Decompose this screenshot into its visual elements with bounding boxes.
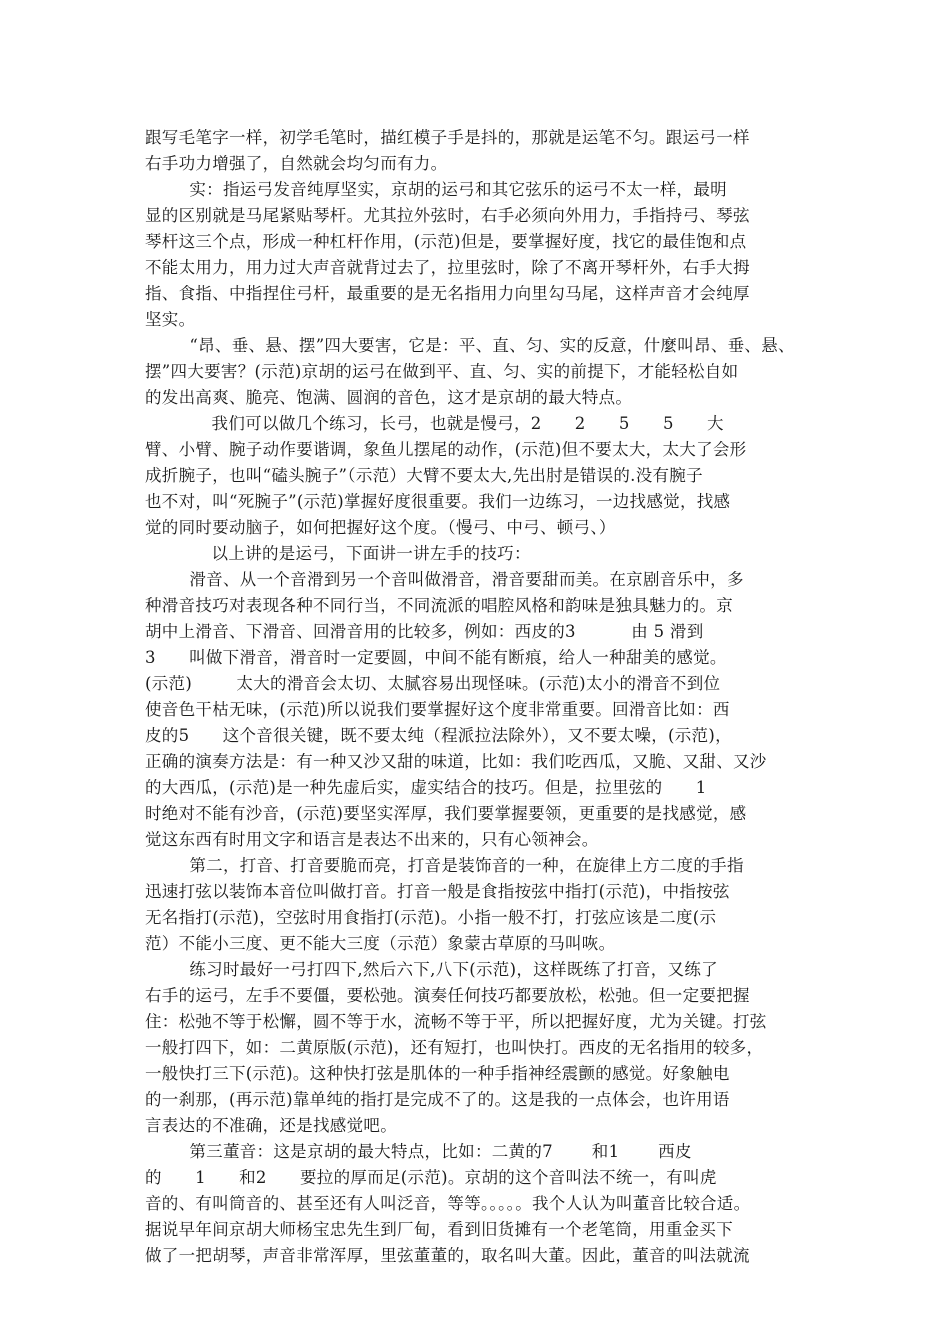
text-line: 我们可以做几个练习，长弓，也就是慢弓，2 2 5 5 大 <box>145 414 724 433</box>
text-line: 时绝对不能有沙音，(示范)要坚实浑厚，我们要掌握要领，更重要的是找感觉，感 <box>145 804 747 823</box>
text-line: 觉这东西有时用文字和语言是表达不出来的，只有心领神会。 <box>145 830 599 849</box>
text-line: 成折腕子，也叫“磕头腕子”（示范）大臂不要太大,先出肘是错误的.没有腕子 <box>145 466 703 485</box>
text-line: 迅速打弦以装饰本音位叫做打音。打音一般是食指按弦中指打(示范)，中指按弦 <box>145 882 730 901</box>
text-line: 无名指打(示范)，空弦时用食指打(示范)。小指一般不打，打弦应该是二度(示 <box>145 908 717 927</box>
text-line: 第三董音：这是京胡的最大特点，比如：二黄的7 和1 西皮 <box>145 1142 692 1161</box>
text-line: 做了一把胡琴，声音非常浑厚，里弦董董的，取名叫大董。因此，董音的叫法就流 <box>145 1246 750 1265</box>
text-line: 言表达的不准确，还是找感觉吧。 <box>145 1116 397 1135</box>
text-line: 实：指运弓发音纯厚坚实，京胡的运弓和其它弦乐的运弓不太一样，最明 <box>145 180 727 199</box>
text-line: 胡中上滑音、下滑音、回滑音用的比较多，例如：西皮的3 由 5 滑到 <box>145 622 704 641</box>
text-line: 使音色干枯无味，(示范)所以说我们要掌握好这个度非常重要。回滑音比如：西 <box>145 700 730 719</box>
text-line: 种滑音技巧对表现各种不同行当，不同流派的唱腔风格和韵味是独具魅力的。京 <box>145 596 733 615</box>
text-line: 3 叫做下滑音，滑音时一定要圆，中间不能有断痕，给人一种甜美的感觉。 <box>145 648 727 667</box>
text-line: 指、食指、中指捏住弓杆，最重要的是无名指用力向里勾马尾，这样声音才会纯厚 <box>145 284 750 303</box>
text-line: 滑音、从一个音滑到另一个音叫做滑音，滑音要甜而美。在京剧音乐中，多 <box>145 570 744 589</box>
text-line: 不能太用力，用力过大声音就背过去了，拉里弦时，除了不离开琴杆外，右手大拇 <box>145 258 750 277</box>
text-line: 据说早年间京胡大师杨宝忠先生到厂甸，看到旧货摊有一个老笔筒，用重金买下 <box>145 1220 733 1239</box>
text-line: 琴杆这三个点，形成一种杠杆作用，(示范)但是，要掌握好度，找它的最佳饱和点 <box>145 232 747 251</box>
text-line: (示范) 太大的滑音会太切、太腻容易出现怪味。(示范)太小的滑音不到位 <box>145 674 721 693</box>
text-line: 一般打四下，如：二黄原版(示范)，还有短打，也叫快打。西皮的无名指用的较多， <box>145 1038 764 1057</box>
text-line: 显的区别就是马尾紧贴琴杆。尤其拉外弦时，右手必须向外用力，手指持弓、琴弦 <box>145 206 750 225</box>
text-line: 跟写毛笔字一样，初学毛笔时，描红模子手是抖的，那就是运笔不匀。跟运弓一样 <box>145 128 750 147</box>
text-line: 的发出高爽、脆亮、饱满、圆润的音色，这才是京胡的最大特点。 <box>145 388 633 407</box>
text-line: 的一刹那，(再示范)靠单纯的指打是完成不了的。这是我的一点体会，也许用语 <box>145 1090 730 1109</box>
text-line: 音的、有叫筒音的、甚至还有人叫泛音，等等。。。。。我个人认为叫董音比较合适。 <box>145 1194 751 1213</box>
text-line: 练习时最好一弓打四下,然后六下,八下(示范)，这样既练了打音，又练了 <box>145 960 718 979</box>
text-line: 正确的演奏方法是：有一种又沙又甜的味道，比如：我们吃西瓜，又脆、又甜、又沙 <box>145 752 767 771</box>
text-line: 觉的同时要动脑子，如何把握好这个度。（慢弓、中弓、顿弓、） <box>145 518 616 537</box>
text-line: 右手功力增强了，自然就会均匀而有力。 <box>145 154 448 173</box>
text-line: 摆”四大要害？(示范)京胡的运弓在做到平、直、匀、实的前提下，才能轻松自如 <box>145 362 739 381</box>
text-line: 右手的运弓，左手不要僵，要松弛。演奏任何技巧都要放松，松弛。但一定要把握 <box>145 986 750 1005</box>
text-line: 第二，打音、打音要脆而亮，打音是装饰音的一种，在旋律上方二度的手指 <box>145 856 744 875</box>
text-line: 的大西瓜，(示范)是一种先虚后实，虚实结合的技巧。但是，拉里弦的 1 <box>145 778 707 797</box>
text-line: 住：松弛不等于松懈，圆不等于水，流畅不等于平，所以把握好度，尤为关键。打弦 <box>145 1012 767 1031</box>
text-line: “昂、垂、悬、摆”四大要害，它是：平、直、匀、实的反意，什麼叫昂、垂、悬、 <box>145 336 795 355</box>
text-line: 坚实。 <box>145 310 196 329</box>
text-line: 的 1 和2 要拉的厚而足(示范)。京胡的这个音叫法不统一，有叫虎 <box>145 1168 717 1187</box>
text-line: 也不对，叫“死腕子”(示范)掌握好度很重要。我们一边练习，一边找感觉，找感 <box>145 492 731 511</box>
text-line: 皮的5 这个音很关键，既不要太纯（程派拉法除外），又不要太噪，(示范)， <box>145 726 732 745</box>
text-line: 以上讲的是运弓，下面讲一讲左手的技巧： <box>145 544 531 563</box>
text-line: 臂、小臂、腕子动作要谐调，象鱼儿摆尾的动作，(示范)但不要太大，太大了会形 <box>145 440 747 459</box>
text-line: 一般快打三下(示范)。这种快打弦是肌体的一种手指神经震颤的感觉。好象触电 <box>145 1064 730 1083</box>
text-line: 范）不能小三度、更不能大三度（示范）象蒙古草原的马叫咴。 <box>145 934 616 953</box>
